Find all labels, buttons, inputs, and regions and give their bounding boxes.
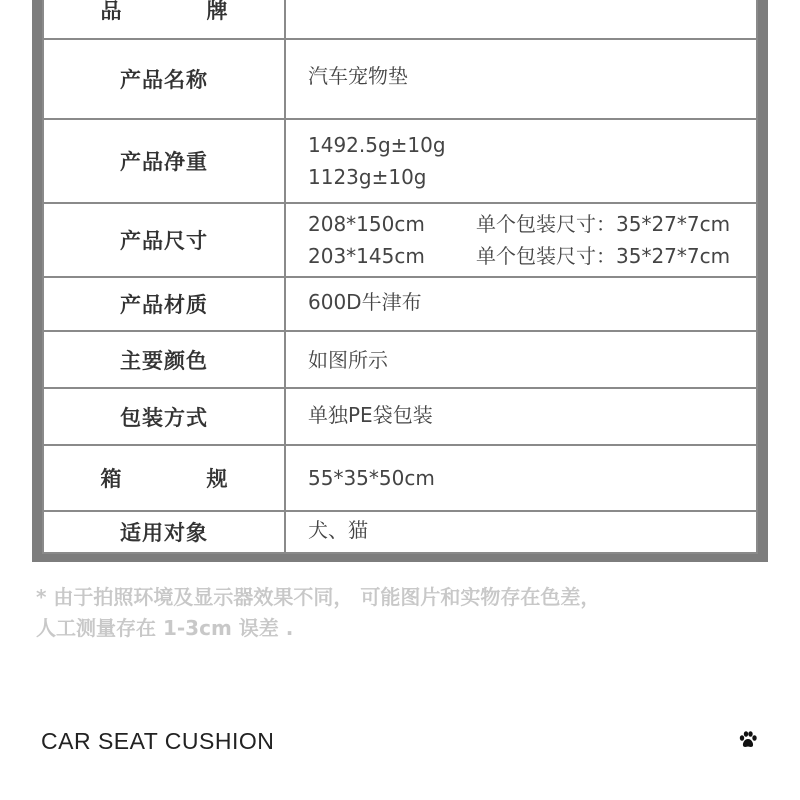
row-value	[285, 0, 757, 39]
table-row-color	[43, 331, 757, 388]
row-value: 汽车宠物垫	[285, 39, 757, 119]
row-value: 55*35*50cm	[285, 445, 757, 511]
size-dimension: 208*150cm	[308, 212, 425, 236]
table-row-carton	[43, 445, 757, 511]
row-label: 箱 规	[43, 445, 285, 511]
row-value: 犬、猫	[285, 511, 757, 553]
row-label: 产品名称	[43, 39, 285, 119]
row-label: 适用对象	[43, 511, 285, 553]
table-row-packaging	[43, 388, 757, 445]
table-row-target	[43, 511, 757, 553]
spec-table-frame	[32, 0, 768, 562]
package-size: 单个包装尺寸：35*27*7cm	[476, 244, 731, 268]
row-value	[285, 203, 757, 277]
table-row-net-weight	[43, 119, 757, 203]
row-label: 产品材质	[43, 277, 285, 331]
note-line-1: * 由于拍照环境及显示器效果不同， 可能图片和实物存在色差，	[36, 585, 601, 609]
paw-icon	[738, 730, 758, 750]
spec-table	[42, 0, 758, 554]
row-value: 600D牛津布	[285, 277, 757, 331]
row-label: 产品净重	[43, 119, 285, 203]
package-size: 单个包装尺寸：35*27*7cm	[476, 212, 731, 236]
row-label: 包装方式	[43, 388, 285, 445]
row-label: 产品尺寸	[43, 203, 285, 277]
table-row-product-name	[43, 39, 757, 119]
table-row-material	[43, 277, 757, 331]
disclaimer-note	[36, 582, 756, 644]
footer-title: CAR SEAT CUSHION	[41, 728, 275, 754]
row-value: 如图所示	[285, 331, 757, 388]
table-row-size	[43, 203, 757, 277]
row-value: 单独PE袋包装	[285, 388, 757, 445]
row-label: 主要颜色	[43, 331, 285, 388]
row-label: 品 牌	[43, 0, 285, 39]
note-line-2: 人工测量存在 1-3cm 误差 .	[36, 616, 294, 640]
size-dimension: 203*145cm	[308, 244, 425, 268]
table-row-brand	[43, 0, 757, 39]
row-value: 1492.5g±10g 1123g±10g	[285, 119, 757, 203]
